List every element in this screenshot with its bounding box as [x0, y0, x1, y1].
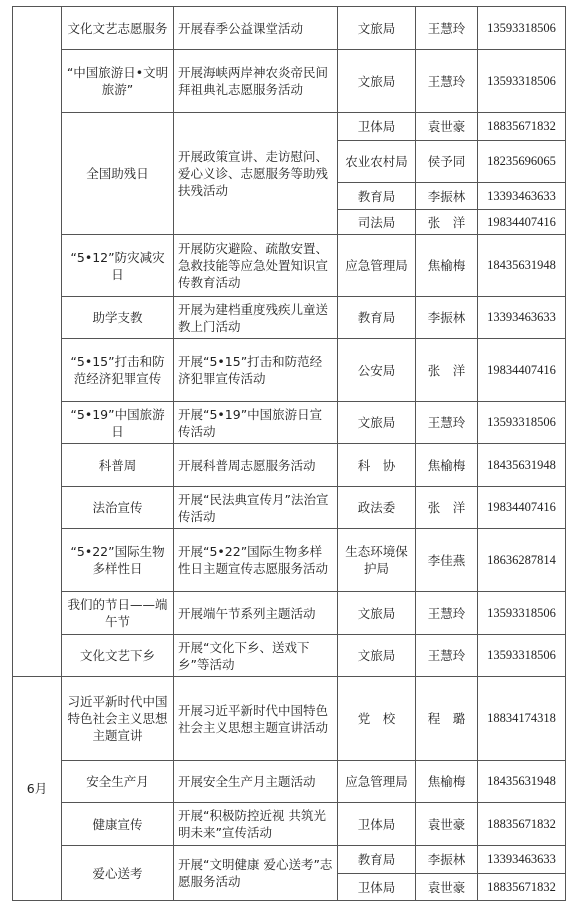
table-row [13, 297, 566, 339]
event-cell: “5•15”打击和防范经济犯罪宣传 [62, 339, 174, 402]
dept-cell: 卫体局 [338, 803, 416, 846]
event-cell: 文化文艺下乡 [62, 635, 174, 677]
person-cell: 侯予同 [416, 141, 478, 183]
phone-cell: 19834407416 [478, 339, 566, 402]
event-cell: 文化文艺志愿服务 [62, 7, 174, 50]
table-row [13, 592, 566, 635]
phone-cell: 18235696065 [478, 141, 566, 183]
content-cell: 开展安全生产月主题活动 [174, 761, 338, 803]
content-cell: 开展习近平新时代中国特色社会主义思想主题宣讲活动 [174, 677, 338, 761]
dept-cell: 党 校 [338, 677, 416, 761]
dept-cell: 教育局 [338, 183, 416, 210]
dept-cell: 卫体局 [338, 874, 416, 901]
phone-cell: 13393463633 [478, 183, 566, 210]
dept-cell: 公安局 [338, 339, 416, 402]
event-cell: 健康宣传 [62, 803, 174, 846]
phone-cell: 13593318506 [478, 635, 566, 677]
month-cell-june: 6月 [13, 677, 62, 901]
phone-cell: 18435631948 [478, 761, 566, 803]
phone-cell: 19834407416 [478, 487, 566, 529]
person-cell: 焦榆梅 [416, 444, 478, 487]
phone-cell: 18835671832 [478, 803, 566, 846]
content-cell: 开展“积极防控近视 共筑光明未来”宣传活动 [174, 803, 338, 846]
content-cell: 开展为建档重度残疾儿童送教上门活动 [174, 297, 338, 339]
table-row [13, 487, 566, 529]
content-cell: 开展政策宣讲、走访慰问、爱心义诊、志愿服务等助残扶残活动 [174, 113, 338, 235]
person-cell: 王慧玲 [416, 50, 478, 113]
content-cell: 开展海峡两岸神农炎帝民间拜祖典礼志愿服务活动 [174, 50, 338, 113]
table-row [13, 444, 566, 487]
content-cell: 开展“5•19”中国旅游日宣传活动 [174, 402, 338, 444]
content-cell: 开展科普周志愿服务活动 [174, 444, 338, 487]
dept-cell: 应急管理局 [338, 761, 416, 803]
person-cell: 李佳燕 [416, 529, 478, 592]
content-cell: 开展“5•15”打击和防范经济犯罪宣传活动 [174, 339, 338, 402]
person-cell: 张 洋 [416, 339, 478, 402]
event-cell: 我们的节日——端午节 [62, 592, 174, 635]
dept-cell: 文旅局 [338, 402, 416, 444]
phone-cell: 18835671832 [478, 113, 566, 141]
event-cell: “5•12”防灾减灾日 [62, 235, 174, 297]
phone-cell: 13393463633 [478, 846, 566, 874]
phone-cell: 18835671832 [478, 874, 566, 901]
dept-cell: 教育局 [338, 297, 416, 339]
table-row [13, 50, 566, 113]
event-cell: 安全生产月 [62, 761, 174, 803]
phone-cell: 13593318506 [478, 7, 566, 50]
dept-cell: 文旅局 [338, 592, 416, 635]
person-cell: 焦榆梅 [416, 761, 478, 803]
phone-cell: 19834407416 [478, 210, 566, 235]
event-cell: 科普周 [62, 444, 174, 487]
table-row [13, 846, 566, 874]
person-cell: 王慧玲 [416, 635, 478, 677]
activity-schedule-table [12, 6, 566, 901]
content-cell: 开展春季公益课堂活动 [174, 7, 338, 50]
event-cell: “5•22”国际生物多样性日 [62, 529, 174, 592]
person-cell: 袁世豪 [416, 803, 478, 846]
content-cell: 开展“5•22”国际生物多样性日主题宣传志愿服务活动 [174, 529, 338, 592]
table-row [13, 235, 566, 297]
dept-cell: 文旅局 [338, 7, 416, 50]
event-cell: “中国旅游日•文明旅游” [62, 50, 174, 113]
event-cell: 习近平新时代中国特色社会主义思想主题宣讲 [62, 677, 174, 761]
person-cell: 焦榆梅 [416, 235, 478, 297]
person-cell: 袁世豪 [416, 113, 478, 141]
dept-cell: 文旅局 [338, 50, 416, 113]
dept-cell: 教育局 [338, 846, 416, 874]
person-cell: 王慧玲 [416, 402, 478, 444]
dept-cell: 应急管理局 [338, 235, 416, 297]
event-cell: “5•19”中国旅游日 [62, 402, 174, 444]
table-row [13, 803, 566, 846]
person-cell: 王慧玲 [416, 7, 478, 50]
month-cell-may [13, 7, 62, 677]
phone-cell: 13593318506 [478, 402, 566, 444]
phone-cell: 18435631948 [478, 444, 566, 487]
content-cell: 开展端午节系列主题活动 [174, 592, 338, 635]
table-row [13, 7, 566, 50]
person-cell: 李振林 [416, 183, 478, 210]
dept-cell: 司法局 [338, 210, 416, 235]
table-row [13, 402, 566, 444]
dept-cell: 生态环境保护局 [338, 529, 416, 592]
person-cell: 李振林 [416, 297, 478, 339]
content-cell: 开展防灾避险、疏散安置、急救技能等应急处置知识宣传教育活动 [174, 235, 338, 297]
phone-cell: 18636287814 [478, 529, 566, 592]
phone-cell: 18834174318 [478, 677, 566, 761]
dept-cell: 农业农村局 [338, 141, 416, 183]
table-row [13, 635, 566, 677]
person-cell: 王慧玲 [416, 592, 478, 635]
phone-cell: 13593318506 [478, 50, 566, 113]
phone-cell: 18435631948 [478, 235, 566, 297]
table-row [13, 529, 566, 592]
event-cell: 爱心送考 [62, 846, 174, 901]
person-cell: 李振林 [416, 846, 478, 874]
person-cell: 袁世豪 [416, 874, 478, 901]
dept-cell: 科 协 [338, 444, 416, 487]
content-cell: 开展“民法典宣传月”法治宣传活动 [174, 487, 338, 529]
dept-cell: 文旅局 [338, 635, 416, 677]
table-row [13, 677, 566, 761]
dept-cell: 卫体局 [338, 113, 416, 141]
person-cell: 程 璐 [416, 677, 478, 761]
table-row [13, 761, 566, 803]
person-cell: 张 洋 [416, 210, 478, 235]
content-cell: 开展“文明健康 爱心送考”志愿服务活动 [174, 846, 338, 901]
event-cell: 法治宣传 [62, 487, 174, 529]
phone-cell: 13593318506 [478, 592, 566, 635]
event-cell: 助学支教 [62, 297, 174, 339]
table-row [13, 339, 566, 402]
phone-cell: 13393463633 [478, 297, 566, 339]
content-cell: 开展“文化下乡、送戏下乡”等活动 [174, 635, 338, 677]
dept-cell: 政法委 [338, 487, 416, 529]
table-row [13, 113, 566, 141]
event-cell: 全国助残日 [62, 113, 174, 235]
person-cell: 张 洋 [416, 487, 478, 529]
